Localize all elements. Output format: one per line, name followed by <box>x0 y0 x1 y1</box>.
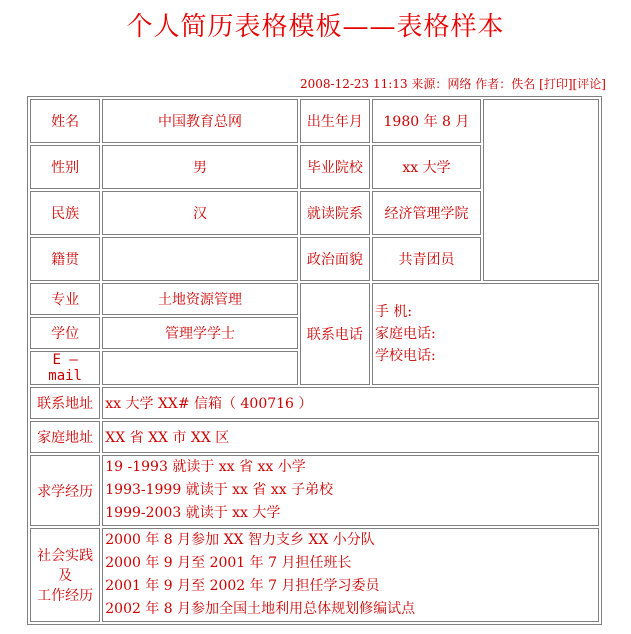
politics-value: 共青团员 <box>372 237 481 281</box>
author-value: 佚名 <box>511 77 536 91</box>
comment-link[interactable]: [评论] <box>572 77 606 91</box>
address-value: xx 大学 XX# 信箱（ 400716 ） <box>102 387 599 419</box>
source-value: 网络 <box>447 77 472 91</box>
gender-value: 男 <box>102 145 297 189</box>
degree-value: 管理学学士 <box>102 317 297 349</box>
dept-label: 就读院系 <box>300 191 370 235</box>
dept-value: 经济管理学院 <box>372 191 481 235</box>
resume-table <box>27 96 602 625</box>
education-item: 19 -1993 就读于 xx 省 xx 小学 <box>105 459 306 475</box>
mobile-phone-label: 手 机: <box>374 304 413 320</box>
address-label: 联系地址 <box>30 387 100 419</box>
source-label: 来源： <box>411 77 448 91</box>
school-value: xx 大学 <box>372 145 481 189</box>
degree-label: 学位 <box>30 317 100 349</box>
birth-label: 出生年月 <box>300 99 370 143</box>
home-address-value: XX 省 XX 市 XX 区 <box>102 421 599 453</box>
major-value: 土地资源管理 <box>102 283 297 315</box>
major-label: 专业 <box>30 283 100 315</box>
politics-label: 政治面貌 <box>300 237 370 281</box>
practice-label-line3: 工作经历 <box>37 588 94 604</box>
photo-cell <box>483 99 599 281</box>
contact-phone-label: 联系电话 <box>300 283 370 385</box>
page-title: 个人简历表格模板——表格样本 <box>126 12 505 42</box>
name-value: 中国教育总网 <box>102 99 297 143</box>
ethnic-label: 民族 <box>30 191 100 235</box>
practice-item: 2002 年 8 月参加全国土地利用总体规划修编试点 <box>105 601 416 617</box>
practice-item: 2000 年 9 月至 2001 年 7 月担任班长 <box>105 555 352 571</box>
publish-datetime: 2008-12-23 11:13 <box>300 77 408 91</box>
home-phone-label: 家庭电话: <box>374 326 436 342</box>
education-item: 1993-1999 就读于 xx 省 xx 子弟校 <box>105 482 334 498</box>
education-item: 1999-2003 就读于 xx 大学 <box>105 505 281 521</box>
name-label: 姓名 <box>30 99 100 143</box>
school-label: 毕业院校 <box>300 145 370 189</box>
practice-list <box>102 528 599 622</box>
practice-item: 2001 年 9 月至 2002 年 7 月担任学习委员 <box>105 578 380 594</box>
education-label: 求学经历 <box>30 455 100 526</box>
practice-label <box>30 528 100 622</box>
education-list <box>102 455 599 526</box>
home-address-label: 家庭地址 <box>30 421 100 453</box>
email-label: E — mail <box>30 351 100 385</box>
gender-label: 性别 <box>30 145 100 189</box>
email-value <box>102 351 297 385</box>
practice-item: 2000 年 8 月参加 XX 智力支乡 XX 小分队 <box>105 532 375 548</box>
practice-label-line1: 社会实践 <box>37 548 94 564</box>
contact-phone-details <box>372 283 599 385</box>
practice-label-line2: 及 <box>58 568 73 584</box>
birth-value: 1980 年 8 月 <box>372 99 481 143</box>
school-phone-label: 学校电话: <box>374 348 436 364</box>
origin-label: 籍贯 <box>30 237 100 281</box>
origin-value <box>102 237 297 281</box>
print-link[interactable]: [打印] <box>539 77 573 91</box>
ethnic-value: 汉 <box>102 191 297 235</box>
author-label: 作者： <box>475 77 512 91</box>
article-meta <box>300 75 630 92</box>
